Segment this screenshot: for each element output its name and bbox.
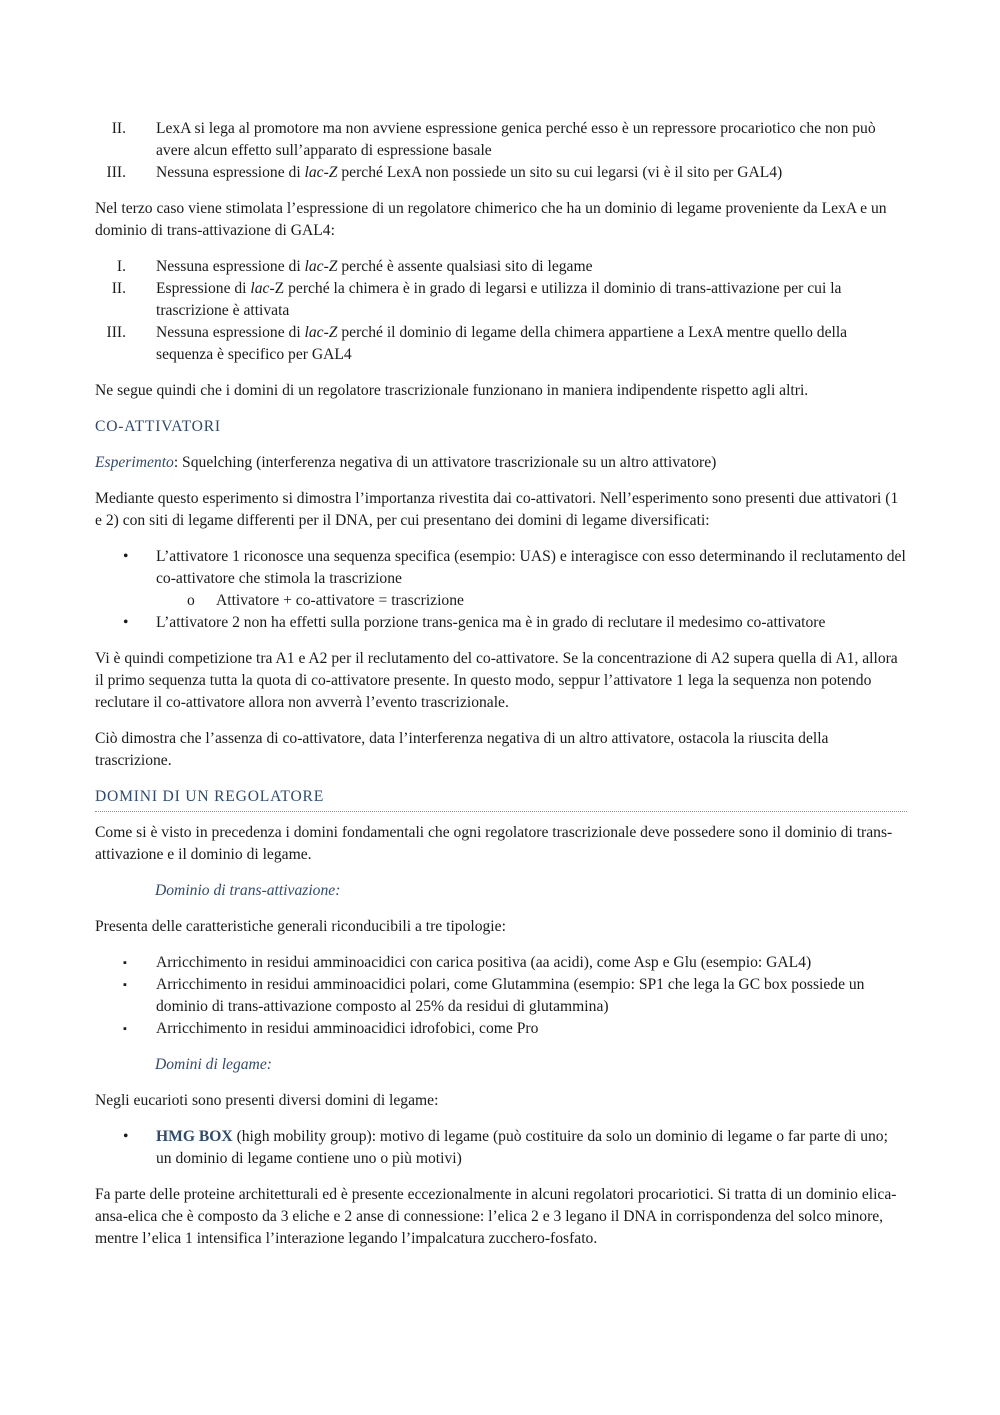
list-text: Arricchimento in residui amminoacidici con carica positiva (aa acidi), come Asp e Glu (esempio: GAL4) bbox=[156, 954, 812, 971]
list-number: III. bbox=[106, 324, 126, 341]
list-text: HMG BOX (high mobility group): motivo di legame (può costituire da solo un dominio di legame o far parte di uno; un dominio di legame contiene uno o più motivi) bbox=[156, 1128, 888, 1167]
list-number: II. bbox=[111, 280, 126, 297]
list-number: I. bbox=[116, 258, 126, 275]
list-item bbox=[95, 256, 907, 278]
list-text: Espressione di lac-Z perché la chimera è in grado di legarsi e utilizza il dominio di trans-attivazione per cui la trascrizione è attivata bbox=[156, 280, 842, 319]
list-item bbox=[95, 546, 907, 590]
bullet-icon: • bbox=[123, 1128, 129, 1145]
list-item bbox=[95, 590, 907, 612]
list-text: L’attivatore 2 non ha effetti sulla porzione trans-genica ma è in grado di reclutare il medesimo co-attivatore bbox=[156, 614, 826, 631]
gene-name: lac-Z bbox=[304, 258, 338, 275]
list-number: III. bbox=[106, 164, 126, 181]
hmg-box-term: HMG BOX bbox=[156, 1128, 233, 1145]
list-text: Nessuna espressione di lac-Z perché LexA non possiede un sito su cui legarsi (vi è il sito per GAL4) bbox=[156, 164, 783, 181]
list-text: LexA si lega al promotore ma non avviene espressione genica perché esso è un repressore procariotico che non può avere alcun effetto sull’apparato di espressione basale bbox=[156, 120, 876, 159]
paragraph: Mediante questo esperimento si dimostra l’importanza rivestita dai co-attivatori. Nell’esperimento sono presenti due attivatori (1 e 2) con siti di legame differenti per il DNA, per cui presentano dei domini di legame diversificati: bbox=[95, 490, 899, 529]
list-item bbox=[95, 1018, 907, 1040]
square-bullet-icon: ▪ bbox=[123, 1023, 127, 1035]
circle-bullet-icon: o bbox=[187, 592, 195, 609]
list-item bbox=[95, 952, 907, 974]
list-item bbox=[95, 974, 907, 1018]
square-bullet-icon: ▪ bbox=[123, 979, 127, 991]
list-item bbox=[95, 278, 907, 322]
bullet-icon: • bbox=[123, 548, 129, 565]
list-item bbox=[95, 162, 907, 184]
bullet-icon: • bbox=[123, 614, 129, 631]
gene-name: lac-Z bbox=[304, 164, 338, 181]
paragraph: Vi è quindi competizione tra A1 e A2 per il reclutamento del co-attivatore. Se la concentrazione di A2 supera quella di A1, allora il primo sequenza tutta la quota di co-attivatore presente. In questo modo, seppur l’attivatore 1 lega la sequenza non potendo reclutare il co-attivatore allora non avverrà l’evento trascrizionale. bbox=[95, 650, 898, 711]
list-number: II. bbox=[111, 120, 126, 137]
paragraph: Come si è visto in precedenza i domini fondamentali che ogni regolatore trascrizionale deve possedere sono il dominio di trans-attivazione e il dominio di legame. bbox=[95, 824, 893, 863]
list-item bbox=[95, 322, 907, 366]
list-item bbox=[95, 118, 907, 162]
bullet-list-hmg bbox=[95, 1126, 907, 1170]
sub-list bbox=[95, 590, 907, 612]
list-item bbox=[95, 1126, 907, 1170]
list-item bbox=[95, 612, 907, 634]
document-page bbox=[95, 118, 907, 1264]
list-text: Nessuna espressione di lac-Z perché è assente qualsiasi sito di legame bbox=[156, 258, 593, 275]
paragraph: Ciò dimostra che l’assenza di co-attivatore, data l’interferenza negativa di un altro attivatore, ostacola la riuscita della trascrizione. bbox=[95, 730, 829, 769]
gene-name: lac bbox=[250, 280, 270, 297]
paragraph: Presenta delle caratteristiche generali riconducibili a tre tipologie: bbox=[95, 918, 506, 935]
section-heading-coattivatori: CO-ATTIVATORI bbox=[95, 418, 221, 435]
paragraph: Nel terzo caso viene stimolata l’espressione di un regolatore chimerico che ha un dominio di legame proveniente da LexA e un dominio di trans-attivazione di GAL4: bbox=[95, 200, 887, 239]
section-heading-domini: DOMINI DI UN REGOLATORE bbox=[95, 786, 907, 812]
experiment-paragraph: Esperimento: Squelching (interferenza negativa di un attivatore trascrizionale su un altro attivatore) bbox=[95, 454, 717, 471]
paragraph: Fa parte delle proteine architetturali ed è presente eccezionalmente in alcuni regolatori procariotici. Si tratta di un dominio elica-ansa-elica che è composto da 3 eliche e 2 anse di connessione: l’elica 2 e 3 legano il DNA in corrispondenza del solco minore, mentre l’elica 1 intensifica l’interazione legando l’impalcatura zucchero-fosfato. bbox=[95, 1186, 897, 1247]
bullet-list-attivatori bbox=[95, 546, 907, 634]
square-bullet-list bbox=[95, 952, 907, 1040]
list-text: Arricchimento in residui amminoacidici polari, come Glutammina (esempio: SP1 che lega la GC box possiede un dominio di trans-attivazione composto al 25% da residui di glutammina) bbox=[156, 976, 865, 1015]
list-text: Attivatore + co-attivatore = trascrizione bbox=[216, 592, 464, 609]
numbered-list-1 bbox=[95, 118, 907, 184]
subheading-domini-di-legame: Domini di legame: bbox=[155, 1056, 272, 1073]
experiment-label: Esperimento bbox=[95, 454, 174, 471]
list-text: L’attivatore 1 riconosce una sequenza specifica (esempio: UAS) e interagisce con esso determinando il reclutamento del co-attivatore che stimola la trascrizione bbox=[156, 548, 906, 587]
list-text: Arricchimento in residui amminoacidici idrofobici, come Pro bbox=[156, 1020, 539, 1037]
list-text: Nessuna espressione di lac-Z perché il dominio di legame della chimera appartiene a LexA mentre quello della sequenza è specifico per GAL4 bbox=[156, 324, 848, 363]
subheading-trans-attivazione: Dominio di trans-attivazione: bbox=[155, 882, 341, 899]
gene-name: lac-Z bbox=[304, 324, 338, 341]
paragraph: Ne segue quindi che i domini di un regolatore trascrizionale funzionano in maniera indipendente rispetto agli altri. bbox=[95, 382, 809, 399]
square-bullet-icon: ▪ bbox=[123, 957, 127, 969]
paragraph: Negli eucarioti sono presenti diversi domini di legame: bbox=[95, 1092, 439, 1109]
numbered-list-2 bbox=[95, 256, 907, 366]
